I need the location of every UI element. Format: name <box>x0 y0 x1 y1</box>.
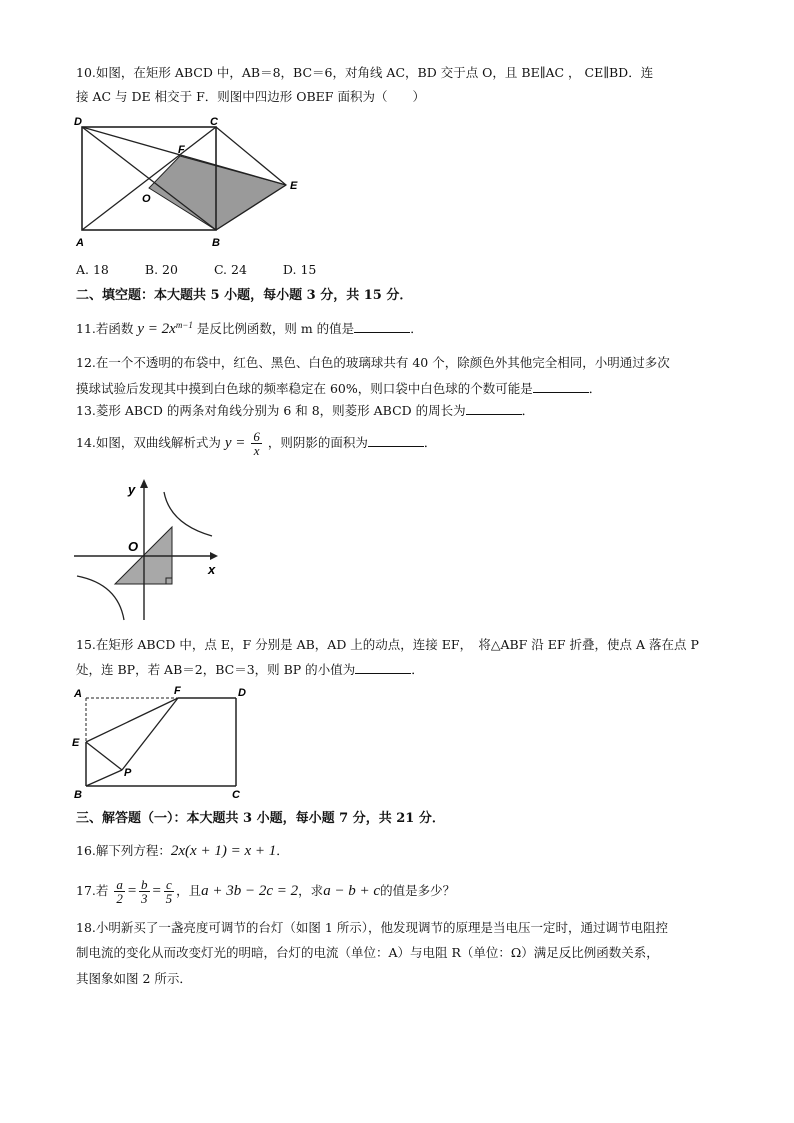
q11-prefix: 11.若函数 <box>76 321 134 337</box>
fraction-denominator: 3 <box>141 891 148 906</box>
q14-suffix: ，则阴影的面积为 <box>267 435 368 450</box>
q13-answer-blank[interactable] <box>466 402 522 415</box>
q10-stem-line2: 接 AC 与 DE 相交于 F．则图中四边形 OBEF 面积为（ ） <box>76 89 425 104</box>
label-x: x <box>208 562 216 577</box>
q14-end: ． <box>423 435 437 450</box>
shaded-quadrilateral-obef <box>149 156 286 230</box>
fraction-denominator: 5 <box>165 891 173 906</box>
q17-mid: ，且 <box>176 883 202 898</box>
segment-bp <box>86 770 122 786</box>
q12-text: 摸球试验后发现其中摸到白色球的频率稳定在 60%，则口袋中白色球的个数可能是 <box>76 381 533 396</box>
q17-condition: a + 3b − 2c = 2 <box>201 883 299 899</box>
label-f: F <box>174 685 181 697</box>
label-o: O <box>142 193 151 205</box>
label-y: y <box>128 482 136 497</box>
choice-d[interactable]: D. 15 <box>282 262 317 277</box>
label-e: E <box>72 737 80 749</box>
q15-figure <box>70 684 250 802</box>
label-c: C <box>210 116 218 128</box>
q11-suffix: 是反比例函数，则 m 的值是 <box>196 321 355 337</box>
q18-line2: 制电流的变化从而改变灯光的明暗，台灯的电流（单位：A）与电阻 R（单位：Ω）满足反比例函数关系， <box>76 945 659 960</box>
q13-text: 13.菱形 ABCD 的两条对角线分别为 6 和 8，则菱形 ABCD 的周长为 <box>76 403 466 418</box>
q12-answer-blank[interactable] <box>533 380 589 393</box>
fold-line-ef <box>86 698 178 742</box>
label-c: C <box>232 789 240 801</box>
equals-sign: = <box>126 883 137 899</box>
q15-answer-blank[interactable] <box>355 661 411 674</box>
q14-y-equals: y = <box>224 435 246 451</box>
q17-fraction-a <box>114 878 125 905</box>
q10-stem-line1: 10.如图，在矩形 ABCD 中，AB＝8，BC＝6，对角线 AC，BD 交于点 O，且 BE∥AC ， CE∥BD．连 <box>76 65 654 80</box>
q11 <box>76 316 423 338</box>
q16-equation: 2x(x + 1) = x + 1 <box>170 843 277 859</box>
q17 <box>76 876 455 906</box>
q10-choices <box>76 261 352 279</box>
q17-fraction-c <box>164 878 175 905</box>
q18-line3: 其图象如图 2 所示． <box>76 971 192 986</box>
q11-formula: y = 2x <box>137 321 176 338</box>
q14-numerator: 6 <box>253 429 260 444</box>
q17-expression: a − b + c <box>323 883 381 899</box>
q10-figure <box>70 112 310 252</box>
q11-end: ． <box>410 321 423 337</box>
segment-ep <box>86 742 122 770</box>
q16-end: ． <box>276 843 289 858</box>
q12-line2 <box>76 380 601 398</box>
y-axis-arrow <box>140 479 148 488</box>
label-e: E <box>290 180 298 192</box>
x-axis-arrow <box>210 552 218 560</box>
fraction-denominator: 2 <box>116 891 123 906</box>
q15-line2 <box>76 661 424 679</box>
equals-sign: = <box>151 883 162 899</box>
section2-heading: 二、填空题：本大题共 5 小题，每小题 3 分，共 15 分． <box>76 288 413 303</box>
label-d: D <box>74 116 82 128</box>
label-p: P <box>124 767 132 779</box>
segment-fp <box>122 698 178 770</box>
q16 <box>76 842 289 860</box>
label-d: D <box>238 687 246 699</box>
label-a: A <box>76 237 84 249</box>
choice-b[interactable]: B. 20 <box>144 262 178 277</box>
q12-end: ． <box>588 381 602 396</box>
fraction-numerator: b <box>141 877 148 892</box>
label-f: F <box>178 144 185 156</box>
q17-tail: 的值是多少？ <box>380 883 456 898</box>
choice-c[interactable]: C. 24 <box>213 262 247 277</box>
q15-line1: 15.在矩形 ABCD 中，点 E，F 分别是 AB，AD 上的动点，连接 EF， 将△ABF 沿 EF 折叠，使点 A 落在点 P <box>76 637 699 652</box>
q14-prefix: 14.如图，双曲线解析式为 <box>76 435 221 450</box>
q18-line1: 18.小明新买了一盏亮度可调节的台灯（如图 1 所示），他发现调节的原理是当电压一定时，通过调节电阻控 <box>76 920 669 935</box>
q15-text: 处，连 BP，若 AB＝2，BC＝3，则 BP 的小值为 <box>76 662 356 677</box>
q17-ask: ，求 <box>298 883 324 898</box>
q14-denominator: x <box>253 443 260 458</box>
q15-end: ． <box>411 662 424 677</box>
q17-fraction-b <box>139 878 150 905</box>
label-o: O <box>128 539 139 554</box>
label-a: A <box>74 688 82 700</box>
q16-prefix: 16.解下列方程： <box>76 843 171 858</box>
q13-end: ． <box>521 403 535 418</box>
fraction-numerator: a <box>116 877 123 892</box>
q13 <box>76 402 534 420</box>
fraction-numerator: c <box>164 878 175 892</box>
q11-exponent: m−1 <box>175 320 193 330</box>
q17-prefix: 17.若 <box>76 883 109 898</box>
section3-heading: 三、解答题（一）：本大题共 3 小题，每小题 7 分，共 21 分． <box>76 811 445 826</box>
q12-line1: 12.在一个不透明的布袋中，红色、黑色、白色的玻璃球共有 40 个，除颜色外其他完全相同，小明通过多次 <box>76 355 670 370</box>
q11-answer-blank[interactable] <box>354 320 410 333</box>
q14-answer-blank[interactable] <box>368 434 424 447</box>
q14-figure <box>72 476 232 622</box>
choice-a[interactable]: A. 18 <box>76 262 109 277</box>
q14 <box>76 428 436 458</box>
label-b: B <box>74 789 82 801</box>
q14-fraction <box>251 430 262 457</box>
label-b: B <box>212 237 220 249</box>
